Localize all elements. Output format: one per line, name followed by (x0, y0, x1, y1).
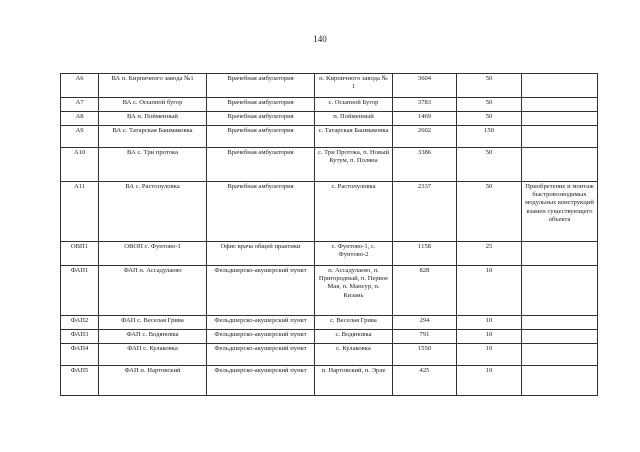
facilities-table (60, 73, 598, 396)
cell-type: Врачебная амбулатория (207, 182, 315, 242)
cell-population: 791 (393, 330, 457, 344)
cell-population: 1550 (393, 344, 457, 366)
cell-location: п. Кирпичного завода № 1 (315, 74, 393, 98)
cell-note (522, 242, 598, 266)
cell-code: ФАП1 (61, 266, 99, 316)
cell-note (522, 366, 598, 396)
table-row (61, 148, 598, 182)
table-row (61, 316, 598, 330)
cell-note (522, 266, 598, 316)
cell-note (522, 74, 598, 98)
cell-name: ВА с. Три протока (99, 148, 207, 182)
cell-capacity: 150 (457, 126, 522, 148)
cell-name: ВА с. Осыпной бугор (99, 98, 207, 112)
cell-capacity: 10 (457, 330, 522, 344)
cell-location: п. Пойменный (315, 112, 393, 126)
cell-capacity: 50 (457, 74, 522, 98)
cell-name: ВА п. Пойменный (99, 112, 207, 126)
cell-note (522, 316, 598, 330)
cell-name: ФАП с. Кулаковка (99, 344, 207, 366)
cell-note (522, 126, 598, 148)
cell-type: Фельдшерско-акушерский пункт (207, 366, 315, 396)
cell-name: ФАП с. Веселая Грива (99, 316, 207, 330)
cell-location: с. Веселая Грива (315, 316, 393, 330)
cell-code: ОВП1 (61, 242, 99, 266)
cell-population: 3386 (393, 148, 457, 182)
cell-name: ФАП п. Нартовский (99, 366, 207, 396)
table-row (61, 330, 598, 344)
cell-code: А9 (61, 126, 99, 148)
table-row (61, 126, 598, 148)
cell-note (522, 344, 598, 366)
cell-code: А11 (61, 182, 99, 242)
table-row (61, 366, 598, 396)
cell-code: А10 (61, 148, 99, 182)
cell-capacity: 50 (457, 98, 522, 112)
cell-code: ФАП3 (61, 330, 99, 344)
cell-population: 3783 (393, 98, 457, 112)
cell-name: ВА п. Кирпичного завода №1 (99, 74, 207, 98)
cell-location: с. Осыпной Бугор (315, 98, 393, 112)
table-row (61, 266, 598, 316)
cell-code: ФАП4 (61, 344, 99, 366)
table-row (61, 344, 598, 366)
cell-code: А8 (61, 112, 99, 126)
cell-name: ФАП с. Водяновка (99, 330, 207, 344)
cell-code: А7 (61, 98, 99, 112)
cell-capacity: 50 (457, 112, 522, 126)
table-row (61, 242, 598, 266)
cell-capacity: 10 (457, 316, 522, 330)
cell-capacity: 10 (457, 344, 522, 366)
cell-note (522, 148, 598, 182)
cell-code: ФАП2 (61, 316, 99, 330)
cell-location: с. Три Протока, п. Новый Кутум, п. Поляна (315, 148, 393, 182)
table-row (61, 98, 598, 112)
page-number: 140 (313, 34, 327, 44)
cell-note (522, 330, 598, 344)
cell-location: с. Кулаковка (315, 344, 393, 366)
cell-note: Приобретение и монтаж быстровозводимых модульных конструкций взамен существующего объекта (522, 182, 598, 242)
cell-population: 2602 (393, 126, 457, 148)
cell-type: Врачебная амбулатория (207, 98, 315, 112)
cell-note (522, 98, 598, 112)
cell-location: с. Татарская Башмаковка (315, 126, 393, 148)
cell-population: 1158 (393, 242, 457, 266)
cell-type: Фельдшерско-акушерский пункт (207, 344, 315, 366)
cell-capacity: 10 (457, 366, 522, 396)
cell-location: п. Нартовский, п. Эрле (315, 366, 393, 396)
cell-population: 1469 (393, 112, 457, 126)
cell-location: с. Водяновка (315, 330, 393, 344)
cell-type: Фельдшерско-акушерский пункт (207, 330, 315, 344)
cell-name: ОВОП с. Фунтово-1 (99, 242, 207, 266)
cell-location: с. Растопуловка (315, 182, 393, 242)
cell-population: 425 (393, 366, 457, 396)
cell-type: Врачебная амбулатория (207, 74, 315, 98)
table-row (61, 182, 598, 242)
cell-name: ВА с. Татарская Башмаковка (99, 126, 207, 148)
cell-population: 294 (393, 316, 457, 330)
cell-capacity: 10 (457, 266, 522, 316)
cell-code: ФАП5 (61, 366, 99, 396)
cell-type: Фельдшерско-акушерский пункт (207, 266, 315, 316)
cell-population: 828 (393, 266, 457, 316)
cell-type: Врачебная амбулатория (207, 148, 315, 182)
facilities-table-body (61, 74, 598, 396)
cell-name: ВА с. Растопуловка (99, 182, 207, 242)
cell-location: п. Ассадулаево, п. Пригородный, п. Первое Мая, п. Мансур, п. Кизань (315, 266, 393, 316)
cell-type: Офис врача общей практики (207, 242, 315, 266)
cell-note (522, 112, 598, 126)
table-row (61, 74, 598, 98)
cell-capacity: 50 (457, 148, 522, 182)
cell-name: ФАП п. Ассадулаево (99, 266, 207, 316)
cell-type: Врачебная амбулатория (207, 126, 315, 148)
cell-capacity: 25 (457, 242, 522, 266)
cell-location: с. Фунтово-1, с. Фунтово-2 (315, 242, 393, 266)
cell-type: Фельдшерско-акушерский пункт (207, 316, 315, 330)
cell-population: 2337 (393, 182, 457, 242)
cell-capacity: 50 (457, 182, 522, 242)
table-row (61, 112, 598, 126)
cell-type: Врачебная амбулатория (207, 112, 315, 126)
cell-code: А6 (61, 74, 99, 98)
cell-population: 3604 (393, 74, 457, 98)
